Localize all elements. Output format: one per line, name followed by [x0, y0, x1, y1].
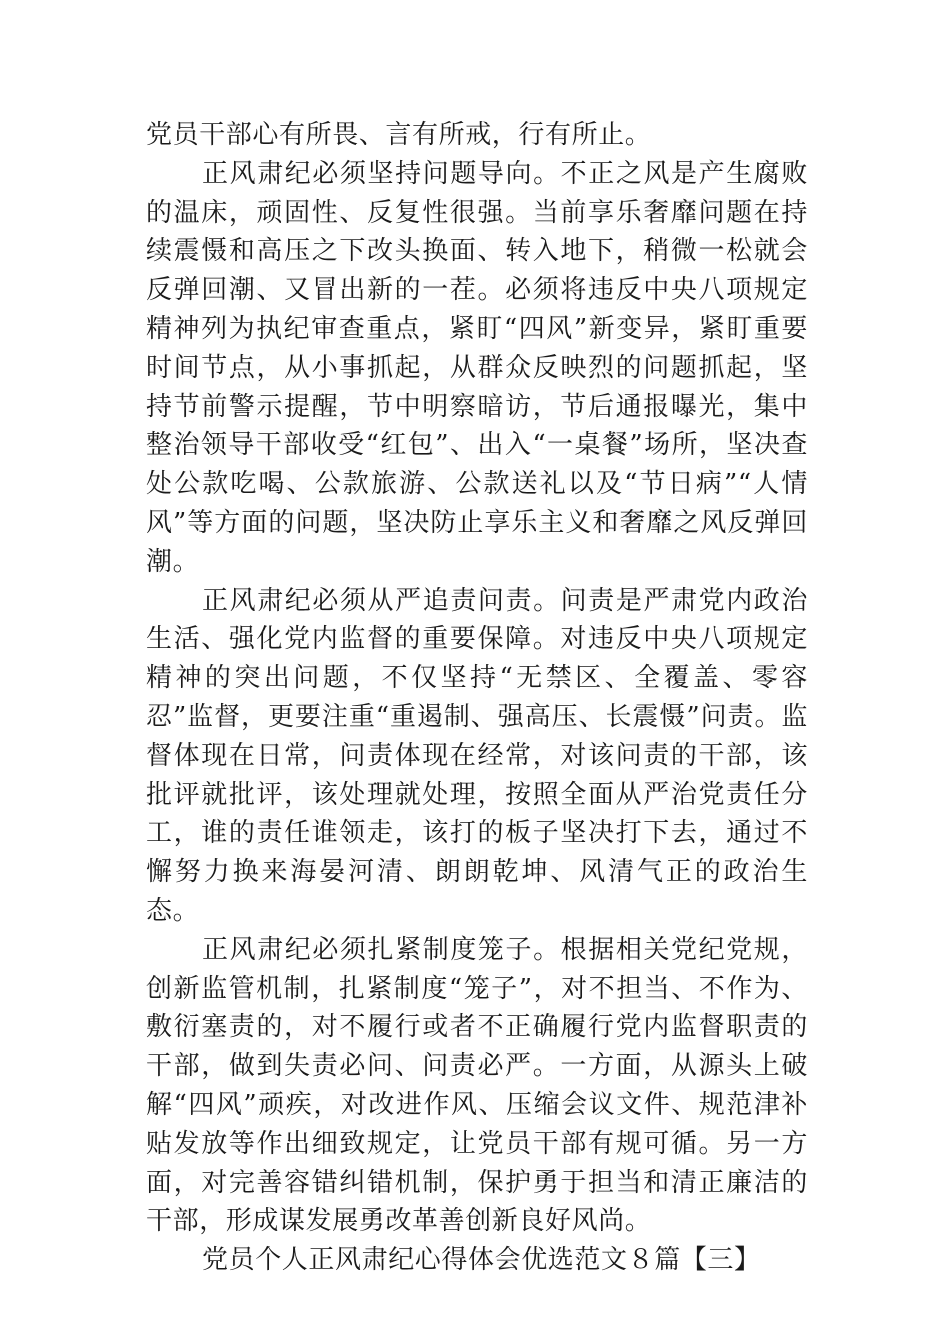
paragraph-continuation: 党员干部心有所畏、言有所戒，行有所止。 — [146, 120, 652, 150]
paragraph-accountability: 正风肃纪必须从严追责问责。问责是严肃党内政治生活、强化党内监督的重要保障。对违反中央八项规定精神的突出问题，不仅坚持“无禁区、全覆盖、零容忍”监督，更要注重“重遏制、强高压、长震慑”问责。监督体现在日常，问责体现在经常，对该问责的干部，该批评就批评，该处理就处理，按照全面从严治党责任分工，谁的责任谁领走，该打的板子坚决打下去，通过不懈努力换来海晏河清、朗朗乾坤、风清气正的政治生态。 — [146, 585, 808, 926]
paragraph-institutional-cage: 正风肃纪必须扎紧制度笼子。根据相关党纪党规，创新监管机制，扎紧制度“笼子”，对不担当、不作为、敷衍塞责的，对不履行或者不正确履行党内监督职责的干部，做到失责必问、问责必严。一方面，从源头上破解“四风”顽疾，对改进作风、压缩会议文件、规范津补贴发放等作出细致规定，让党员干部有规可循。另一方面，对完善容错纠错机制，保护勇于担当和清正廉洁的干部，形成谋发展勇改革善创新良好风尚。 — [146, 934, 808, 1237]
section-heading: 党员个人正风肃纪心得体会优选范文８篇【三】 — [202, 1245, 761, 1276]
paragraph-problem-oriented: 正风肃纪必须坚持问题导向。不正之风是产生腐败的温床，顽固性、反复性很强。当前享乐奢靡问题在持续震慑和高压之下改头换面、转入地下，稍微一松就会反弹回潮、又冒出新的一茬。必须将违反中央八项规定精神列为执纪审查重点，紧盯“四风”新变异，紧盯重要时间节点，从小事抓起，从群众反映烈的问题抓起，坚持节前警示提醒，节中明察暗访，节后通报曝光，集中整治领导干部收受“红包”、出入“一桌餐”场所，坚决查处公款吃喝、公款旅游、公款送礼以及“节日病”“人情风”等方面的问题，坚决防止享乐主义和奢靡之风反弹回潮。 — [146, 158, 808, 577]
document-body — [146, 116, 808, 1280]
